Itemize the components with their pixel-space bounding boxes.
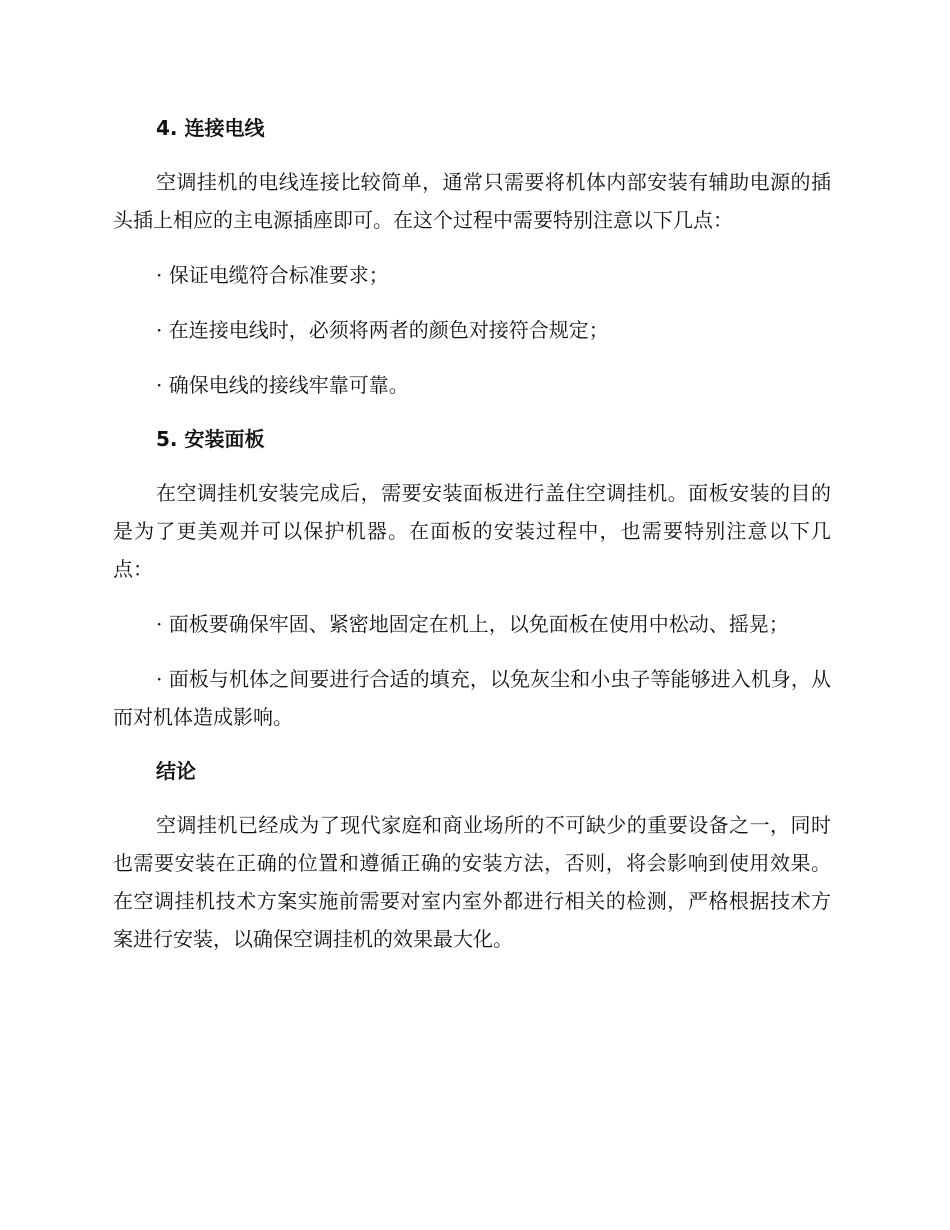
document-body [113,110,831,975]
section-5-bullet-2: · 面板与机体之间要进行合适的填充，以免灰尘和小虫子等能够进入机身，从而对机体造成影响。 [113,667,831,729]
section-4-bullet-1: · 保证电缆符合标准要求； [156,263,389,287]
section-4-heading: 4. 连接电线 [156,116,265,140]
conclusion-heading: 结论 [156,759,196,783]
section-5-bullet-1: · 面板要确保牢固、紧密地固定在机上，以免面板在使用中松动、摇晃； [156,612,789,636]
section-4-paragraph: 空调挂机的电线连接比较简单，通常只需要将机体内部安装有辅助电源的插头插上相应的主电源插座即可。在这个过程中需要特别注意以下几点： [113,170,831,232]
section-4-bullet-3: · 确保电线的接线牢靠可靠。 [156,373,409,397]
section-4-bullet-2: · 在连接电线时，必须将两者的颜色对接符合规定； [156,318,609,342]
conclusion-paragraph: 空调挂机已经成为了现代家庭和商业场所的不可缺少的重要设备之一，同时也需要安装在正确的位置和遵循正确的安装方法，否则，将会影响到使用效果。在空调挂机技术方案实施前需要对室内室外都进行相关的检测，严格根据技术方案进行安装，以确保空调挂机的效果最大化。 [113,813,831,951]
section-5-heading: 5. 安装面板 [156,427,265,451]
section-5-paragraph: 在空调挂机安装完成后，需要安装面板进行盖住空调挂机。面板安装的目的是为了更美观并可以保护机器。在面板的安装过程中，也需要特别注意以下几点： [113,481,831,581]
